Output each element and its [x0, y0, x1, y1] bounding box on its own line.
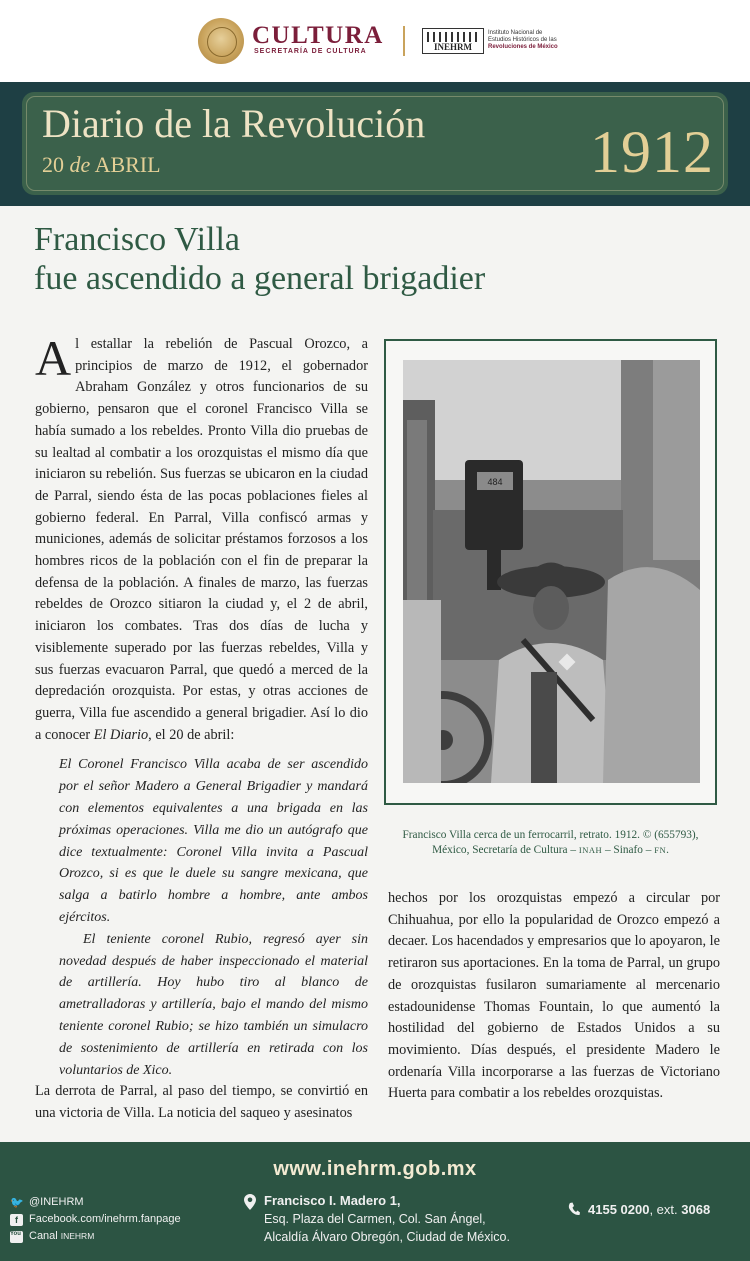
lamp-plate-number: 484 — [487, 477, 503, 487]
headline-line2: fue ascendido a general brigadier — [34, 260, 486, 297]
banner-plate — [22, 92, 728, 195]
photo-frame — [384, 339, 717, 805]
address-line3: Alcaldía Álvaro Obregón, Ciudad de México. — [264, 1230, 510, 1244]
article-right-column — [388, 888, 720, 1105]
youtube-icon: You Tube — [10, 1231, 23, 1243]
footer — [0, 1142, 750, 1261]
caption-credit-mid: – Sinafo – — [604, 843, 652, 856]
newspaper-quote — [59, 754, 368, 1081]
paragraph-conclusion-end: hechos por los orozquistas empezó a circular por Chihuahua, por ello la popularidad de Orozco empezó a decaer. Los hacendados y empresarios que lo apoyaron, le retiraron sus aportaciones. En la toma de Parral, un grupo de orozquistas fusilaron sumariamente al mercenario estadounidense Thomas Fountain, lo que aumentó la hostilidad del gobierno de Estados Unidos a su movimiento. Días después, el presidente Madero le ordenaría Villa incorporarse a las fuerzas de Victoriano Huerta para combatir a los rebeldes orozquistas. — [388, 890, 720, 1102]
address-block — [244, 1192, 510, 1246]
date-day: 20 — [42, 152, 64, 177]
caption-inah: INAH — [578, 844, 603, 855]
caption-end: . — [666, 843, 669, 856]
website-link[interactable]: www.inehrm.gob.mx — [273, 1158, 477, 1180]
headline — [34, 220, 714, 298]
facebook-url: Facebook.com/inehrm.fanpage — [29, 1213, 181, 1225]
channel-name: INEHRM — [60, 1231, 95, 1241]
publication-year: 1912 — [590, 119, 714, 185]
paragraph-intro — [35, 330, 368, 746]
caption-line1: Francisco Villa cerca de un ferrocarril, retrato. 1912. © (655793), — [402, 829, 699, 841]
newspaper-name: El Diario — [93, 726, 149, 743]
date-month: ABRIL — [94, 152, 161, 177]
logo-divider — [403, 26, 405, 56]
location-pin-icon — [244, 1194, 256, 1210]
address-line2: Esq. Plaza del Carmen, Col. San Ángel, — [264, 1212, 486, 1226]
publication-title: Diario de la Revolución — [42, 101, 426, 146]
cultura-logo-title: CULTURA — [252, 22, 384, 49]
top-logo-bar — [0, 0, 750, 82]
paragraph-intro-text: l estallar la rebelión de Pascual Orozco, a principios de marzo de 1912, el gobernador Abraham González y otros funcionarios de su gobierno, pensaron que el coronel Francisco Villa se había sumado a los rebeldes. Pronto Villa dio pruebas de su lealtad al combatir a los orozquistas el mismo día que iniciaron su rebelión. Sus fuerzas se ubicaron en la ciudad de Parral, siendo ésta de las pocas poblaciones fieles al gobierno federal. En Parral, Villa confiscó armas y municiones, además de solicitar préstamos forzosos a los hombres ricos de la población con el fin de preparar la defensa de la población. A finales de marzo, las fuerzas rebeldes de Orozco sitiaron la ciudad y, el 2 de abril, iniciaron los combates. Tras dos días de lucha y visiblemente superado por las fuerzas rebeldes, Villa y sus fuerzas evacuaron Parral, que quedó a merced de la depredación orozquista. Por estas, y otras acciones de guerra, Villa fue ascendido a general brigadier. Así lo dio a conocer — [35, 336, 368, 743]
address-lines — [264, 1192, 510, 1246]
caption-fn: FN — [654, 844, 667, 855]
inehrm-name-line2: Estudios Históricos de las — [488, 37, 557, 43]
banner — [0, 82, 750, 206]
drop-cap: A — [35, 330, 72, 386]
phone-number: 4155 0200 — [588, 1202, 650, 1217]
caption-line2 — [384, 843, 717, 858]
inehrm-name-line1: Instituto Nacional de — [488, 30, 543, 36]
phone-contact[interactable] — [568, 1202, 710, 1217]
inehrm-logo — [422, 28, 484, 54]
photo-illustration — [403, 360, 700, 783]
caption-credit-start: México, Secretaría de Cultura – — [432, 843, 577, 856]
cultura-logo-subtitle: SECRETARÍA DE CULTURA — [254, 48, 367, 55]
paragraph-conclusion-start: La derrota de Parral, al paso del tiempo, se convirtió en una victoria de Villa. La noticia del saqueo y asesinatos — [35, 1083, 368, 1122]
facebook-link[interactable] — [10, 1211, 181, 1228]
channel-label: Canal — [29, 1230, 58, 1242]
headline-line1: Francisco Villa — [34, 221, 241, 258]
paragraph-intro-end: , el 20 de abril: — [148, 726, 235, 743]
inehrm-name-line3: Revoluciones de México — [488, 44, 558, 50]
twitter-link[interactable] — [10, 1194, 181, 1211]
twitter-icon: 🐦 — [10, 1196, 24, 1209]
facebook-icon: f — [10, 1214, 23, 1226]
publication-date — [42, 152, 161, 178]
historical-photo — [403, 360, 700, 783]
social-links — [10, 1194, 181, 1245]
article-left-column — [35, 330, 368, 1125]
address-street: Francisco I. Madero 1, — [264, 1193, 401, 1208]
photo-caption — [384, 828, 717, 857]
youtube-link[interactable] — [10, 1228, 181, 1245]
phone-ext-label: , ext. — [649, 1202, 678, 1217]
phone-icon — [568, 1202, 580, 1216]
twitter-handle: @INEHRM — [29, 1196, 84, 1208]
phone-ext: 3068 — [681, 1202, 711, 1217]
quote-paragraph-2: El teniente coronel Rubio, regresó ayer sin novedad después de haber inspeccionado el material de artillería. Hoy hubo tiro al blanco de ametralladoras y artillería, bajo el mando del mismo teniente coronel Rubio; se hizo también un simulacro de sostenimiento de artillería en retirada con los voluntarios de Xico. — [59, 931, 368, 1078]
date-de: de — [69, 152, 91, 177]
inehrm-name — [488, 30, 568, 51]
quote-paragraph-1: El Coronel Francisco Villa acaba de ser ascendido por el señor Madero a General Brigadier y mandará con elementos equivalentes a una brigada en las próximas operaciones. Villa me dio un autógrafo que dice textualmente: Coronel Villa invita a Pascual Orozco, si es que le duele su sangre mexicana, que salga a batirlo hombre a hombre, ante ambos ejércitos. — [59, 757, 368, 925]
inehrm-logo-label: INEHRM — [434, 42, 472, 52]
inehrm-building-icon — [427, 32, 479, 42]
seal-icon — [198, 18, 244, 64]
